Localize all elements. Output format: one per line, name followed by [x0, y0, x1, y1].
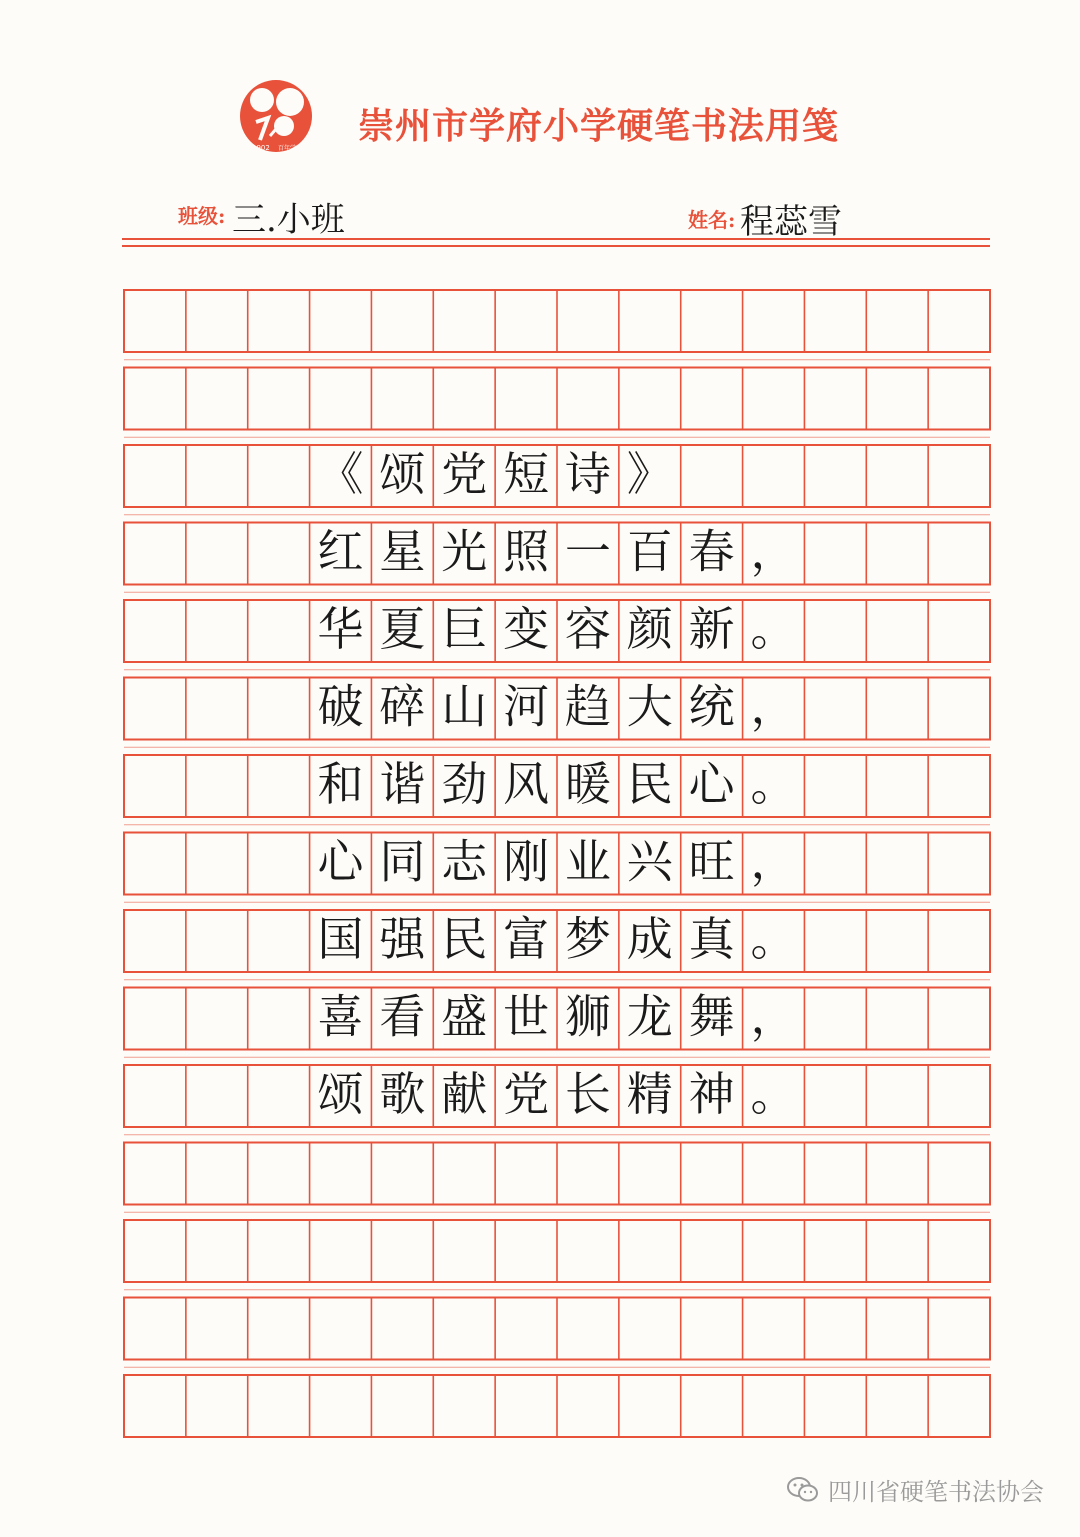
- handwritten-char: 新: [688, 602, 735, 656]
- handwritten-char: 盛: [441, 989, 488, 1044]
- handwritten-char: 照: [503, 524, 550, 579]
- handwritten-char: 。: [750, 912, 797, 966]
- wechat-icon: [786, 1475, 820, 1505]
- handwritten-char: 。: [750, 602, 797, 656]
- handwritten-char: 夏: [379, 602, 426, 656]
- watermark: [786, 1472, 1044, 1507]
- handwritten-char: 颂: [379, 447, 426, 501]
- handwritten-char: 趋: [564, 679, 611, 734]
- handwritten-char: 党: [503, 1067, 550, 1121]
- logo-subtext: 百年学府: [278, 145, 303, 152]
- handwritten-char: 大: [626, 679, 673, 734]
- handwritten-char: 碎: [379, 679, 426, 734]
- handwritten-char: 风: [503, 757, 550, 811]
- class-label: 班级:: [178, 204, 226, 228]
- handwritten-char: 变: [503, 602, 550, 656]
- handwritten-char: 暖: [564, 757, 611, 811]
- handwritten-char: 献: [441, 1067, 488, 1121]
- handwritten-char: 同: [379, 834, 426, 889]
- handwritten-char: 心: [688, 757, 735, 811]
- logo-year-text: 1902: [252, 144, 270, 152]
- handwritten-char: 统: [688, 679, 735, 734]
- handwritten-char: 。: [750, 757, 797, 811]
- handwritten-char: 旺: [688, 834, 735, 889]
- handwritten-char: 百: [626, 524, 673, 579]
- handwritten-char: 业: [564, 834, 611, 889]
- handwritten-char: 真: [688, 912, 735, 966]
- handwritten-char: 。: [750, 1067, 797, 1121]
- handwritten-char: ，: [750, 679, 797, 734]
- watermark-text: 四川省硬笔书法协会: [828, 1478, 1044, 1506]
- handwritten-char: 国: [317, 912, 364, 966]
- handwritten-char: 志: [441, 834, 488, 889]
- handwritten-char: 巨: [441, 602, 488, 656]
- handwritten-char: 舞: [688, 989, 735, 1044]
- handwritten-char: 歌: [379, 1067, 426, 1121]
- class-value: 三.小班: [232, 200, 345, 240]
- handwritten-char: 颜: [626, 602, 673, 656]
- handwritten-char: 谐: [379, 757, 426, 811]
- handwritten-char: 看: [379, 989, 426, 1044]
- handwritten-char: 红: [317, 524, 364, 579]
- handwritten-char: 民: [441, 912, 488, 966]
- handwritten-char: 强: [379, 912, 426, 966]
- handwritten-char: ，: [750, 524, 797, 579]
- handwritten-char: ，: [750, 834, 797, 889]
- handwritten-char: 诗: [564, 447, 611, 501]
- handwritten-char: 劲: [441, 757, 488, 811]
- handwritten-char: 破: [317, 679, 364, 734]
- handwritten-char: 容: [564, 602, 611, 656]
- handwritten-char: 》: [626, 447, 673, 501]
- handwritten-char: 狮: [564, 989, 611, 1044]
- handwritten-char: 精: [626, 1067, 673, 1121]
- handwritten-char: 民: [626, 757, 673, 811]
- handwritten-char: 星: [379, 524, 426, 579]
- handwritten-char: 春: [688, 524, 735, 579]
- handwritten-char: 兴: [626, 834, 673, 889]
- handwritten-char: 富: [503, 912, 550, 966]
- handwritten-char: 短: [503, 447, 550, 501]
- handwritten-char: 心: [317, 834, 364, 889]
- handwritten-char: 刚: [503, 834, 550, 889]
- name-label: 姓名:: [688, 208, 736, 232]
- handwritten-char: 梦: [564, 912, 611, 966]
- handwritten-char: 颂: [317, 1067, 364, 1121]
- handwritten-char: 一: [564, 524, 611, 579]
- page-title: 崇州市学府小学硬笔书法用笺: [358, 105, 840, 147]
- handwritten-char: 龙: [626, 989, 673, 1044]
- handwritten-char: 长: [564, 1067, 611, 1121]
- handwritten-char: 《: [317, 447, 364, 501]
- handwritten-char: 成: [626, 912, 673, 966]
- handwritten-char: 河: [503, 679, 550, 734]
- handwritten-char: 世: [503, 989, 550, 1044]
- handwritten-char: 神: [688, 1067, 735, 1121]
- handwritten-char: 光: [441, 524, 488, 579]
- handwritten-char: 山: [441, 679, 488, 734]
- handwritten-char: 和: [317, 757, 364, 811]
- name-value: 程蕊雪: [740, 202, 842, 242]
- handwritten-char: ，: [750, 989, 797, 1044]
- handwritten-char: 华: [317, 602, 364, 656]
- handwritten-char: 党: [441, 447, 488, 501]
- handwritten-char: 喜: [317, 989, 364, 1044]
